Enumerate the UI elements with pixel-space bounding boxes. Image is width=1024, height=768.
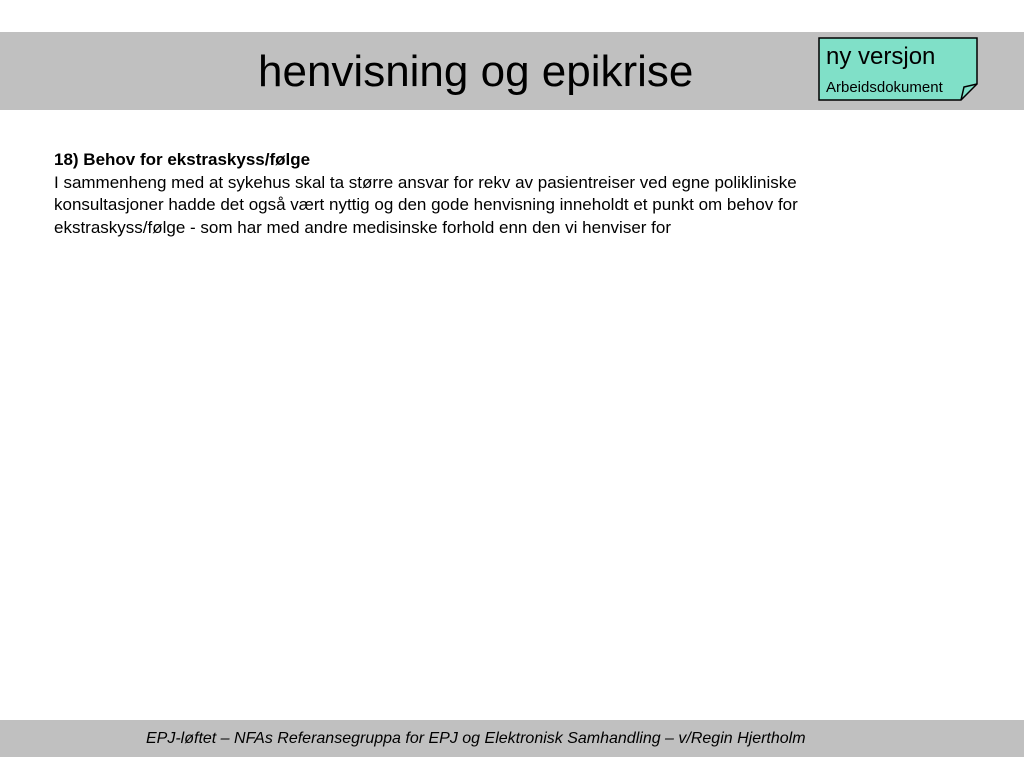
content-block <box>54 149 984 239</box>
body-line: I sammenheng med at sykehus skal ta større ansvar for rekv av pasientreiser ved egne polikliniske <box>54 172 797 192</box>
note-subtitle: Arbeidsdokument <box>826 79 943 96</box>
body-line: konsultasjoner hadde det også vært nyttig og den gode henvisning inneholdt et punkt om behov for <box>54 195 798 214</box>
sticky-note <box>818 37 978 101</box>
note-title: ny versjon <box>826 43 936 70</box>
slide-title: henvisning og epikrise <box>258 47 694 96</box>
body-line: ekstraskyss/følge - som har med andre medisinske forhold enn den vi henviser for <box>54 217 671 237</box>
section-heading: 18) Behov for ekstraskyss/følge <box>54 150 311 169</box>
footer-text: EPJ-løftet – NFAs Referansegruppa for EPJ og Elektronisk Samhandling – v/Regin Hjertholm <box>146 730 806 747</box>
